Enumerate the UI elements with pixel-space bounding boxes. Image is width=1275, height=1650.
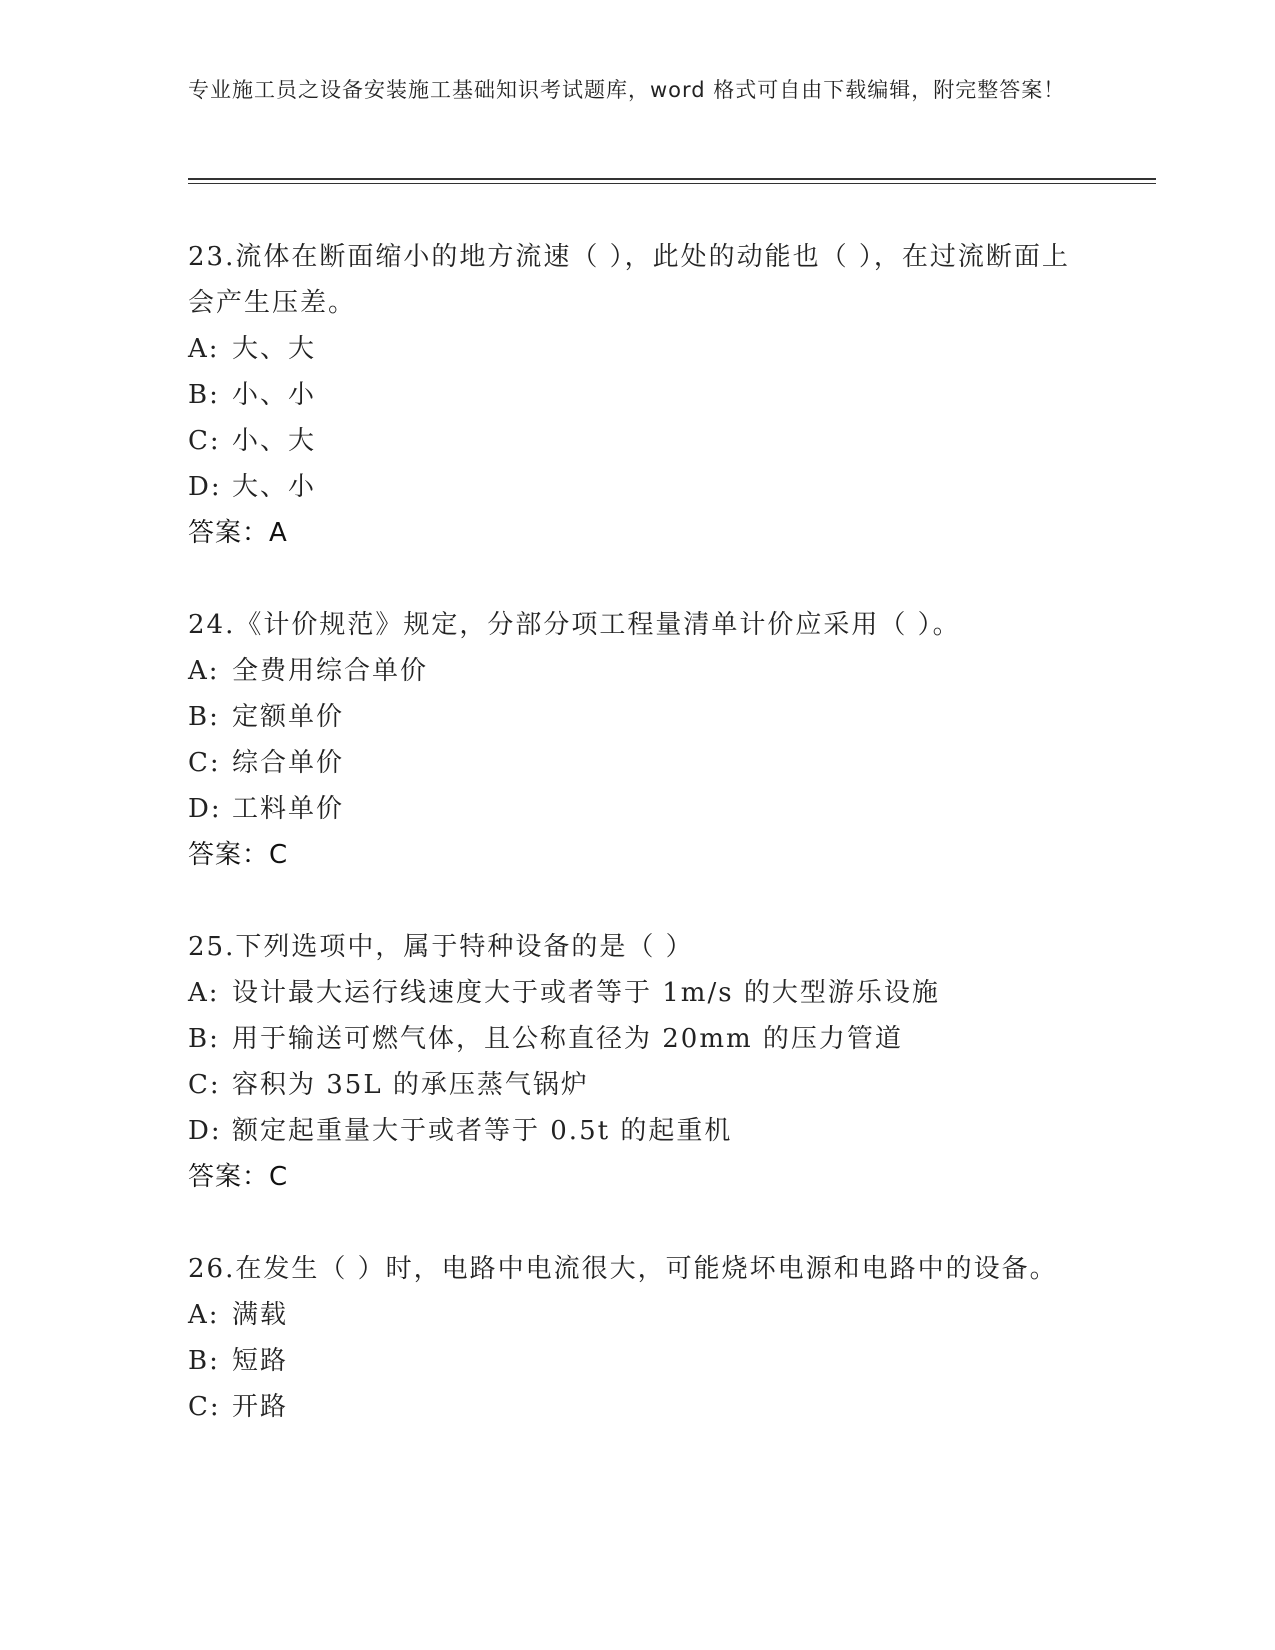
question-stem: 23.流体在断面缩小的地方流速（ ），此处的动能也（ ），在过流断面上会产生压差。 xyxy=(188,242,1070,318)
option-letter: B: xyxy=(188,1346,220,1376)
option-letter: A: xyxy=(188,656,220,686)
option-letter: B: xyxy=(188,380,220,410)
option-a xyxy=(188,648,1088,694)
option-letter: C: xyxy=(188,748,221,778)
option-text: 满载 xyxy=(232,1300,289,1330)
option-letter: B: xyxy=(188,1024,220,1054)
option-text: 大、大 xyxy=(232,334,317,364)
option-letter: A: xyxy=(188,1300,220,1330)
option-text: 容积为 35L 的承压蒸气锅炉 xyxy=(232,1070,589,1100)
option-letter: D: xyxy=(188,472,222,502)
option-d xyxy=(188,786,1088,832)
option-text: 综合单价 xyxy=(232,748,345,778)
option-c xyxy=(188,1384,1088,1430)
option-c xyxy=(188,740,1088,786)
option-a xyxy=(188,326,1088,372)
header-rule-thick xyxy=(188,178,1156,180)
option-text: 小、小 xyxy=(232,380,317,410)
option-b xyxy=(188,694,1088,740)
option-c xyxy=(188,1062,1088,1108)
option-text: 工料单价 xyxy=(232,794,345,824)
option-letter: A: xyxy=(188,978,220,1008)
option-text: 小、大 xyxy=(232,426,317,456)
option-text: 定额单价 xyxy=(232,702,345,732)
option-a xyxy=(188,1292,1088,1338)
question-stem: 26.在发生（ ）时，电路中电流很大，可能烧坏电源和电路中的设备。 xyxy=(188,1254,1058,1284)
option-letter: C: xyxy=(188,1070,221,1100)
option-text: 大、小 xyxy=(232,472,317,502)
question-list xyxy=(188,234,1088,1476)
question-26 xyxy=(188,1246,1088,1430)
answer-line: 答案：C xyxy=(188,840,289,870)
question-stem: 24.《计价规范》规定，分部分项工程量清单计价应采用（ ）。 xyxy=(188,610,961,640)
question-23 xyxy=(188,234,1088,556)
option-text: 用于输送可燃气体，且公称直径为 20mm 的压力管道 xyxy=(232,1024,903,1054)
option-c xyxy=(188,418,1088,464)
option-b xyxy=(188,1016,1088,1062)
question-stem: 25.下列选项中，属于特种设备的是（ ） xyxy=(188,932,694,962)
option-d xyxy=(188,1108,1088,1154)
option-letter: C: xyxy=(188,426,221,456)
option-letter: B: xyxy=(188,702,220,732)
option-text: 设计最大运行线速度大于或者等于 1m/s 的大型游乐设施 xyxy=(232,978,940,1008)
option-letter: D: xyxy=(188,1116,222,1146)
option-d xyxy=(188,464,1088,510)
option-text: 额定起重量大于或者等于 0.5t 的起重机 xyxy=(232,1116,733,1146)
option-b xyxy=(188,1338,1088,1384)
option-letter: A: xyxy=(188,334,220,364)
answer-line: 答案：C xyxy=(188,1162,289,1192)
option-text: 全费用综合单价 xyxy=(232,656,429,686)
option-text: 开路 xyxy=(232,1392,289,1422)
option-letter: C: xyxy=(188,1392,221,1422)
option-a xyxy=(188,970,1088,1016)
answer-line: 答案：A xyxy=(188,518,288,548)
question-24 xyxy=(188,602,1088,878)
question-25 xyxy=(188,924,1088,1200)
option-text: 短路 xyxy=(232,1346,289,1376)
header-rule-thin xyxy=(188,183,1156,184)
option-letter: D: xyxy=(188,794,222,824)
option-b xyxy=(188,372,1088,418)
document-header: 专业施工员之设备安装施工基础知识考试题库，word 格式可自由下载编辑，附完整答案！ xyxy=(188,78,1066,102)
